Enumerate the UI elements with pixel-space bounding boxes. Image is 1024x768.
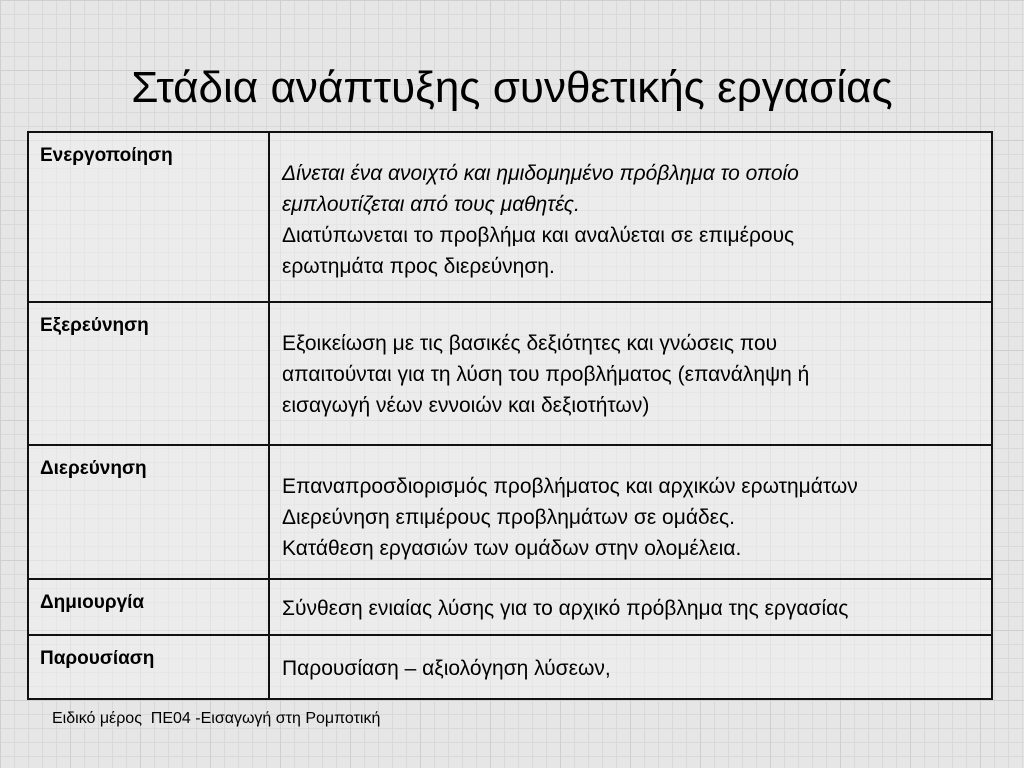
- description-line: Εξοικείωση με τις βασικές δεξιότητες και γνώσεις που: [282, 332, 778, 355]
- stage-name: Διερεύνηση: [40, 458, 147, 479]
- description-cell: [269, 302, 992, 445]
- description-line: Σύνθεση ενιαίας λύσης για το αρχικό πρόβλημα της εργασίας: [282, 597, 849, 620]
- stage-description: [270, 636, 991, 692]
- description-line: Διερεύνηση επιμέρους προβλημάτων σε ομάδες.: [282, 506, 735, 529]
- description-line: εμπλουτίζεται από τους μαθητές.: [282, 193, 580, 216]
- stage-description: [270, 446, 991, 578]
- stage-description: [270, 133, 991, 296]
- description-line: απαιτούνται για τη λύση του προβλήματος (επανάληψη ή: [282, 363, 810, 386]
- stage-cell: [28, 579, 269, 635]
- table-row: [28, 445, 992, 579]
- table-row: [28, 635, 992, 699]
- stage-description: [270, 303, 991, 435]
- slide-footer: Ειδικό μέρος ΠΕ04 -Εισαγωγή στη Ρομποτική: [52, 710, 381, 727]
- description-line: Δίνεται ένα ανοιχτό και ημιδομημένο πρόβλημα το οποίο: [282, 162, 799, 185]
- table-row: [28, 132, 992, 302]
- stage-name: Παρουσίαση: [40, 648, 155, 669]
- description-line: Κατάθεση εργασιών των ομάδων στην ολομέλεια.: [282, 537, 742, 560]
- stage-description: [270, 580, 991, 630]
- stage-name: Δημιουργία: [40, 592, 145, 613]
- description-cell: [269, 132, 992, 302]
- stage-cell: [28, 635, 269, 699]
- description-line: ερωτημάτα προς διερεύνηση.: [282, 255, 555, 278]
- description-line: Διατύπωνεται το προβλήμα και αναλύεται σε επιμέρους: [282, 224, 795, 247]
- description-cell: [269, 635, 992, 699]
- description-line: Παρουσίαση – αξιολόγηση λύσεων,: [282, 657, 611, 680]
- stage-cell: [28, 302, 269, 445]
- table-row: [28, 579, 992, 635]
- stage-cell: [28, 445, 269, 579]
- description-cell: [269, 579, 992, 635]
- table-row: [28, 302, 992, 445]
- stages-table: [27, 131, 993, 700]
- stage-name: Ενεργοποίηση: [40, 145, 173, 166]
- stage-name: Εξερεύνηση: [40, 315, 149, 336]
- description-cell: [269, 445, 992, 579]
- slide-title: Στάδια ανάπτυξης συνθετικής εργασίας: [131, 63, 893, 112]
- description-line: εισαγωγή νέων εννοιών και δεξιοτήτων): [282, 394, 650, 417]
- description-line: Επαναπροσδιορισμός προβλήματος και αρχικών ερωτημάτων: [282, 475, 858, 498]
- stage-cell: [28, 132, 269, 302]
